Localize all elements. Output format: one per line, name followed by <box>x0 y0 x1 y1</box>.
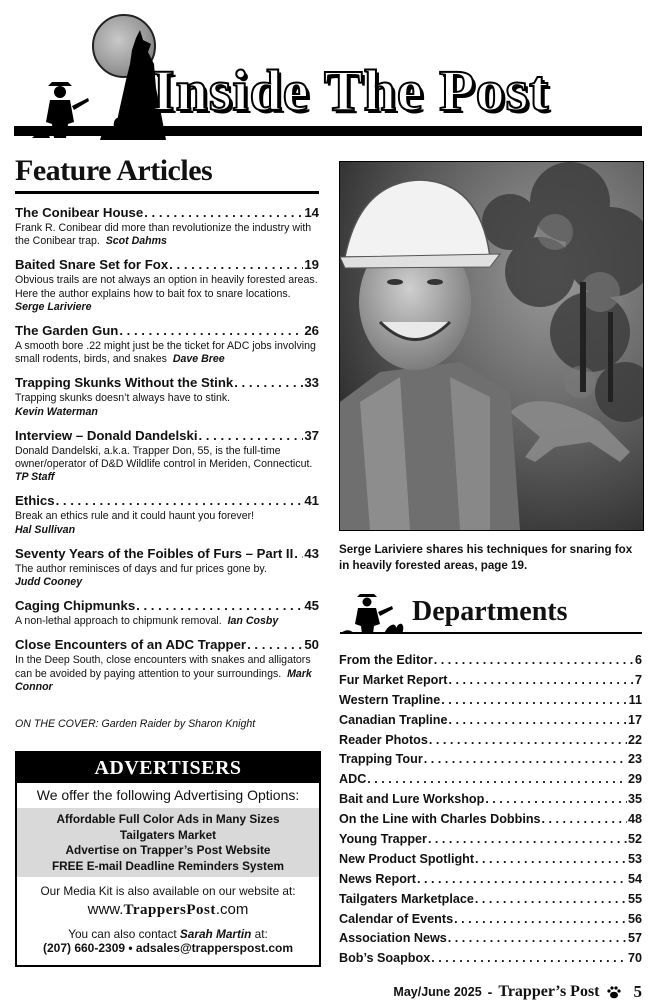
department-title: Western Trapline <box>339 692 441 707</box>
article-author: Scot Dahms <box>105 235 167 248</box>
article-title: Baited Snare Set for Fox <box>15 257 169 273</box>
department-page: 54 <box>627 871 642 886</box>
advertising-options <box>17 808 319 877</box>
contact-suffix: at: <box>254 927 268 941</box>
department-title: Fur Market Report <box>339 672 448 687</box>
leader-dots <box>475 890 627 910</box>
leader-dots <box>144 204 303 221</box>
page-number: 5 <box>633 982 642 1001</box>
department-page: 6 <box>634 653 642 667</box>
leader-dots <box>294 545 303 562</box>
leader-dots <box>485 790 627 810</box>
department-title: ADC <box>339 772 367 787</box>
leader-dots <box>428 830 627 850</box>
departments-list <box>339 651 642 969</box>
article-page: 19 <box>304 257 319 273</box>
department-item[interactable] <box>339 790 642 810</box>
department-page: 55 <box>627 891 642 906</box>
department-item[interactable] <box>339 870 642 890</box>
department-page: 11 <box>628 692 642 707</box>
contact-prefix: You can also contact <box>68 927 177 941</box>
article-page: 50 <box>304 637 319 653</box>
department-page: 22 <box>627 732 642 747</box>
page-header <box>14 10 642 140</box>
feature-articles-list <box>15 204 319 702</box>
article-title: Caging Chipmunks <box>15 598 136 614</box>
article-item[interactable] <box>15 322 319 366</box>
department-item[interactable] <box>339 750 642 770</box>
footer-separator: - <box>487 984 493 1000</box>
departments-heading: Departments <box>412 596 568 627</box>
department-item[interactable] <box>339 810 642 830</box>
article-item[interactable] <box>15 636 319 694</box>
cover-credit: ON THE COVER: Garden Raider by Sharon Knight <box>15 718 256 730</box>
department-item[interactable] <box>339 651 642 671</box>
department-title: Trapping Tour <box>339 752 423 767</box>
department-page: 48 <box>627 812 642 827</box>
feature-articles-heading: Feature Articles <box>15 154 213 187</box>
department-item[interactable] <box>339 850 642 870</box>
department-item[interactable] <box>339 830 642 850</box>
department-title: Calendar of Events <box>339 911 454 926</box>
article-description: In the Deep South, close encounters with snakes and alligators can be avoided by paying attention to your surroundings. <box>15 654 311 680</box>
article-description: Donald Dandelski, a.k.a. Trapper Don, 55, is the full-time owner/operator of D&D Wildlife control in Meriden, Connecticut. <box>15 444 313 471</box>
article-item[interactable] <box>15 427 319 485</box>
department-page: 70 <box>627 951 642 966</box>
department-page: 23 <box>627 752 642 767</box>
leader-dots <box>56 492 304 509</box>
article-page: 43 <box>304 545 319 561</box>
article-item[interactable] <box>15 597 319 628</box>
article-title: Seventy Years of the Foibles of Furs – Part II <box>15 545 294 561</box>
leader-dots <box>119 322 303 339</box>
article-title: The Conibear House <box>15 205 144 220</box>
leader-dots <box>169 256 303 273</box>
article-page: 41 <box>304 493 319 509</box>
photo-caption: Serge Lariviere shares his techniques for snaring fox in heavily forested areas, page 19. <box>339 543 633 572</box>
url-prefix: www. <box>87 901 124 918</box>
leader-dots <box>234 374 303 391</box>
article-description: Obvious trails are not always an option in heavily forested areas. Here the author explains how to bait fox to snare locations. <box>15 274 318 300</box>
department-page: 56 <box>627 911 642 926</box>
department-item[interactable] <box>339 949 642 969</box>
article-description: Frank R. Conibear did more than revolutionize the industry with the Conibear trap. <box>15 222 312 248</box>
leader-dots <box>198 427 303 444</box>
article-title: Interview – Donald Dandelski <box>15 427 198 443</box>
leader-dots <box>448 929 627 949</box>
department-item[interactable] <box>339 910 642 930</box>
department-title: From the Editor <box>339 653 433 667</box>
advertising-option: Affordable Full Color Ads in Many Sizes <box>56 812 280 826</box>
website-link[interactable] <box>17 901 319 919</box>
magazine-name: Trapper’s Post <box>498 983 600 1000</box>
department-title: Canadian Trapline <box>339 712 448 727</box>
leader-dots <box>475 850 627 870</box>
header-rule <box>14 126 642 136</box>
article-author: TP Staff <box>15 471 55 484</box>
article-author: Judd Cooney <box>15 576 83 589</box>
department-title: Reader Photos <box>339 732 428 747</box>
article-page: 26 <box>304 323 319 339</box>
article-item[interactable] <box>15 545 319 589</box>
article-author: Serge Lariviere <box>15 300 92 313</box>
article-author: Kevin Waterman <box>15 405 98 418</box>
advertising-option: FREE E-mail Deadline Reminders System <box>51 858 285 873</box>
article-description: The author reminisces of days and fur prices gone by. <box>15 562 267 575</box>
photo-illustration <box>340 162 643 530</box>
leader-dots <box>448 671 634 691</box>
advertisers-box <box>15 751 321 967</box>
page-title: Inside The Post <box>152 58 550 123</box>
leader-dots <box>429 731 627 751</box>
departments-rule <box>340 632 642 634</box>
advertisers-heading: ADVERTISERS <box>17 753 319 783</box>
department-title: Young Trapper <box>339 832 427 847</box>
leader-dots <box>542 810 627 830</box>
leader-dots <box>424 750 627 770</box>
trapper-silhouette-icon <box>340 588 406 634</box>
article-item[interactable] <box>15 374 319 418</box>
article-item[interactable] <box>15 492 319 536</box>
department-item[interactable] <box>339 731 642 751</box>
department-title: Bob’s Soapbox <box>339 951 431 966</box>
article-page: 45 <box>304 598 319 614</box>
feature-rule <box>15 191 319 194</box>
advertising-option: Tailgaters Market <box>119 827 217 842</box>
article-item[interactable] <box>15 204 319 248</box>
article-description: A non-lethal approach to chipmunk removal. <box>15 615 222 628</box>
article-author: Hal Sullivan <box>15 523 76 536</box>
article-title: Ethics <box>15 493 55 509</box>
leader-dots <box>448 711 627 731</box>
article-description: Trapping skunks doesn’t always have to stink. <box>15 392 231 405</box>
contact-phone-email[interactable]: (207) 660-2309 • adsales@trapperspost.com <box>42 941 294 955</box>
leader-dots <box>454 910 627 930</box>
department-page: 29 <box>627 772 642 787</box>
leader-dots <box>441 691 627 711</box>
department-page: 57 <box>627 931 642 946</box>
advertising-option: Advertise on Trapper’s Post Website <box>65 843 271 857</box>
issue-date: May/June 2025 <box>393 985 482 999</box>
department-title: Tailgaters Marketplace <box>339 891 474 906</box>
article-page: 33 <box>304 375 319 391</box>
department-page: 52 <box>627 832 642 847</box>
department-item[interactable] <box>339 671 642 691</box>
department-page: 7 <box>634 672 642 687</box>
department-title: On the Line with Charles Dobbins <box>339 812 541 827</box>
article-page: 37 <box>304 427 319 443</box>
department-title: News Report <box>339 871 416 886</box>
department-page: 17 <box>627 712 642 727</box>
article-author: Mark Connor <box>15 667 312 693</box>
paw-print-icon <box>606 984 622 1000</box>
url-brand: TrappersPost <box>123 902 216 918</box>
department-title: Bait and Lure Workshop <box>339 792 485 807</box>
department-title: New Product Spotlight <box>339 851 475 866</box>
department-item[interactable] <box>339 691 642 711</box>
article-item[interactable] <box>15 256 319 314</box>
department-item[interactable] <box>339 890 642 910</box>
contact-name: Sarah Martin <box>179 927 252 941</box>
cover-story-photo <box>339 161 644 531</box>
department-item[interactable] <box>339 711 642 731</box>
leader-dots <box>367 770 627 790</box>
article-description: Break an ethics rule and it could haunt you forever! <box>15 510 255 523</box>
leader-dots <box>431 949 627 969</box>
department-item[interactable] <box>339 929 642 949</box>
leader-dots <box>136 597 303 614</box>
article-title: The Garden Gun <box>15 323 119 339</box>
article-title: Close Encounters of an ADC Trapper <box>15 637 247 653</box>
department-item[interactable] <box>339 770 642 790</box>
article-title: Trapping Skunks Without the Stink <box>15 375 234 391</box>
article-author: Ian Cosby <box>227 615 279 628</box>
page-footer <box>393 982 642 1002</box>
leader-dots <box>434 651 634 671</box>
department-title: Association News <box>339 931 447 946</box>
advertisers-intro: We offer the following Advertising Options: <box>36 787 300 803</box>
contact-line <box>17 927 319 941</box>
leader-dots <box>247 636 303 653</box>
department-page: 35 <box>627 792 642 807</box>
article-page: 14 <box>304 205 319 220</box>
url-suffix: .com <box>215 901 249 918</box>
article-author: Dave Bree <box>172 353 225 366</box>
leader-dots <box>417 870 627 890</box>
article-description: A smooth bore .22 might just be the ticket for ADC jobs involving small rodents, birds, and snakes <box>15 340 316 366</box>
media-kit-text: Our Media Kit is also available on our website at: <box>40 884 296 898</box>
department-page: 53 <box>627 851 642 866</box>
